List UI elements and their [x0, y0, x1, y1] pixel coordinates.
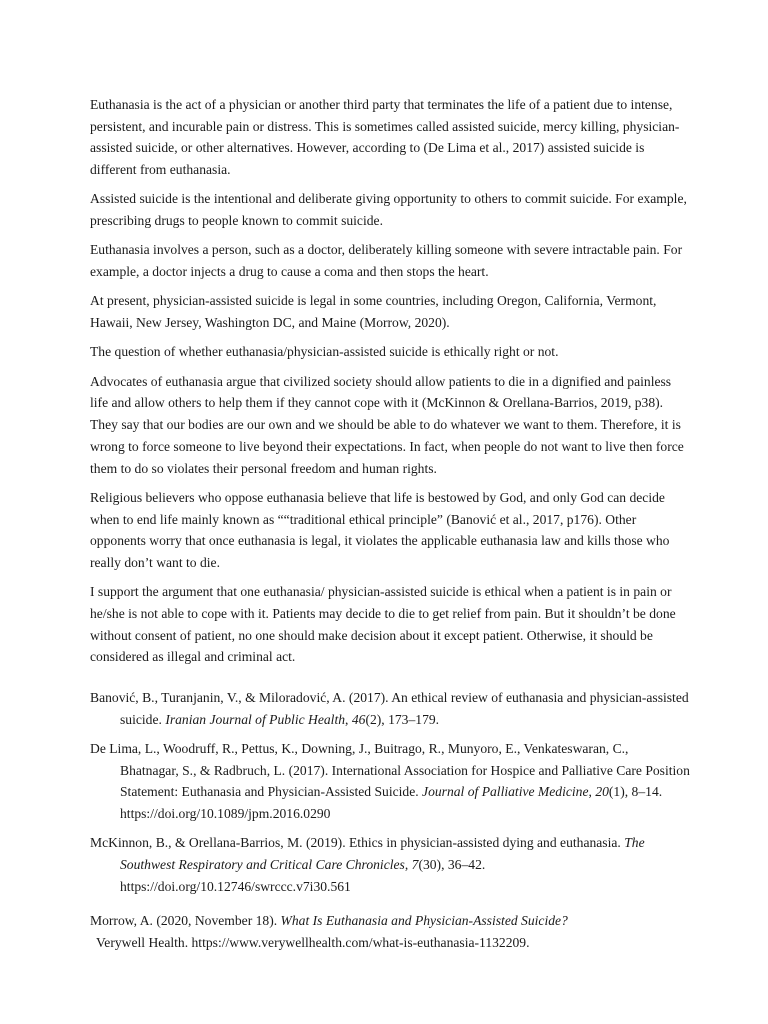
reference-title: What Is Euthanasia and Physician-Assisted Suicide? [280, 913, 568, 929]
paragraph-position: I support the argument that one euthanasia/ physician-assisted suicide is ethical when a patient is in pain or he/she is not able to cope with it. Patients may decide to die to get relief from pain. But it shouldn’t be done without consent of patient, no one should make decision about it except patient. Otherwise, it should be considered as illegal and criminal act. [90, 584, 676, 665]
reference-journal: Iranian Journal of Public Health [165, 711, 346, 727]
reference-entry [90, 832, 690, 897]
reference-separator: , [588, 784, 596, 800]
reference-volume: 7 [411, 856, 419, 872]
reference-separator: , [404, 856, 412, 872]
essay-body [90, 94, 690, 676]
paragraph-definition: Euthanasia is the act of a physician or another third party that terminates the life of a patient due to intense, persistent, and incurable pain or distress. This is sometimes called assisted suicide, mercy killing, physician-assisted suicide, or other alternatives. However, according to (De Lima et al., 2017) assisted suicide is different from euthanasia. [90, 97, 680, 178]
reference-pages: (1), 8–14. https://doi.org/10.1089/jpm.2016.0290 [120, 784, 663, 822]
reference-entry [90, 687, 690, 730]
paragraph-religious-opponents: Religious believers who oppose euthanasia believe that life is bestowed by God, and only God can decide when to end life mainly known as ““traditional ethical principle” (Banović et al., 2017, p176). Other opponents worry that once euthanasia is legal, it violates the applicable euthanasia law and kills those who really don’t want to die. [90, 489, 670, 570]
reference-text: De Lima, L., Woodruff, R., Pettus, K., Downing, J., Buitrago, R., Munyoro, E., Venkateswaran, C., Bhatnagar, S., & Radbruch, L. (2017). International Association for Hospice and Palliative Care Position Statement: Euthanasia and Physician-Assisted Suicide. [90, 740, 690, 800]
reference-separator: , [345, 711, 352, 727]
reference-text: McKinnon, B., & Orellana-Barrios, M. (2019). Ethics in physician-assisted dying and euthanasia. [90, 835, 625, 851]
paragraph-euthanasia-example: Euthanasia involves a person, such as a doctor, deliberately killing someone with severe intractable pain. For example, a doctor injects a drug to cause a coma and then stops the heart. [90, 242, 683, 280]
reference-entry [90, 910, 690, 953]
paragraph-advocates: Advocates of euthanasia argue that civilized society should allow patients to die in a dignified and painless life and allow others to help them if they cannot cope with it (McKinnon & Orellana-Barrios, 2019, p38). They say that our bodies are our own and we should be able to do whatever we want to them. Therefore, it is wrong to force someone to live beyond their expectations. In fact, when people do not want to live then force them to do so violates their personal freedom and human rights. [90, 373, 684, 476]
reference-journal: Journal of Palliative Medicine [422, 784, 589, 800]
reference-volume: 20 [595, 784, 609, 800]
reference-volume: 46 [351, 711, 366, 727]
reference-entry [90, 738, 690, 825]
paragraph-question: The question of whether euthanasia/physician-assisted suicide is ethically right or not. [90, 344, 559, 360]
reference-text: Morrow, A. (2020, November 18). [90, 913, 281, 929]
paragraph-assisted-suicide: Assisted suicide is the intentional and deliberate giving opportunity to others to commit suicide. For example, prescribing drugs to people known to commit suicide. [90, 191, 687, 229]
paragraph-legal-status: At present, physician-assisted suicide is legal in some countries, including Oregon, California, Vermont, Hawaii, New Jersey, Washington DC, and Maine (Morrow, 2020). [90, 293, 657, 331]
reference-list [90, 687, 690, 961]
reference-text: Banović, B., Turanjanin, V., & Miloradović, A. (2017). An ethical review of euthanasia and physician-assisted suicide. [90, 690, 689, 727]
reference-pages: (2), 173–179. [365, 711, 440, 727]
reference-source: Verywell Health. https://www.verywellhealth.com/what-is-euthanasia-1132209. [96, 935, 530, 951]
reference-pages: (30), 36–42. https://doi.org/10.12746/swrccc.v7i30.561 [120, 856, 486, 894]
reference-journal: The Southwest Respiratory and Critical Care Chronicles [120, 835, 645, 872]
